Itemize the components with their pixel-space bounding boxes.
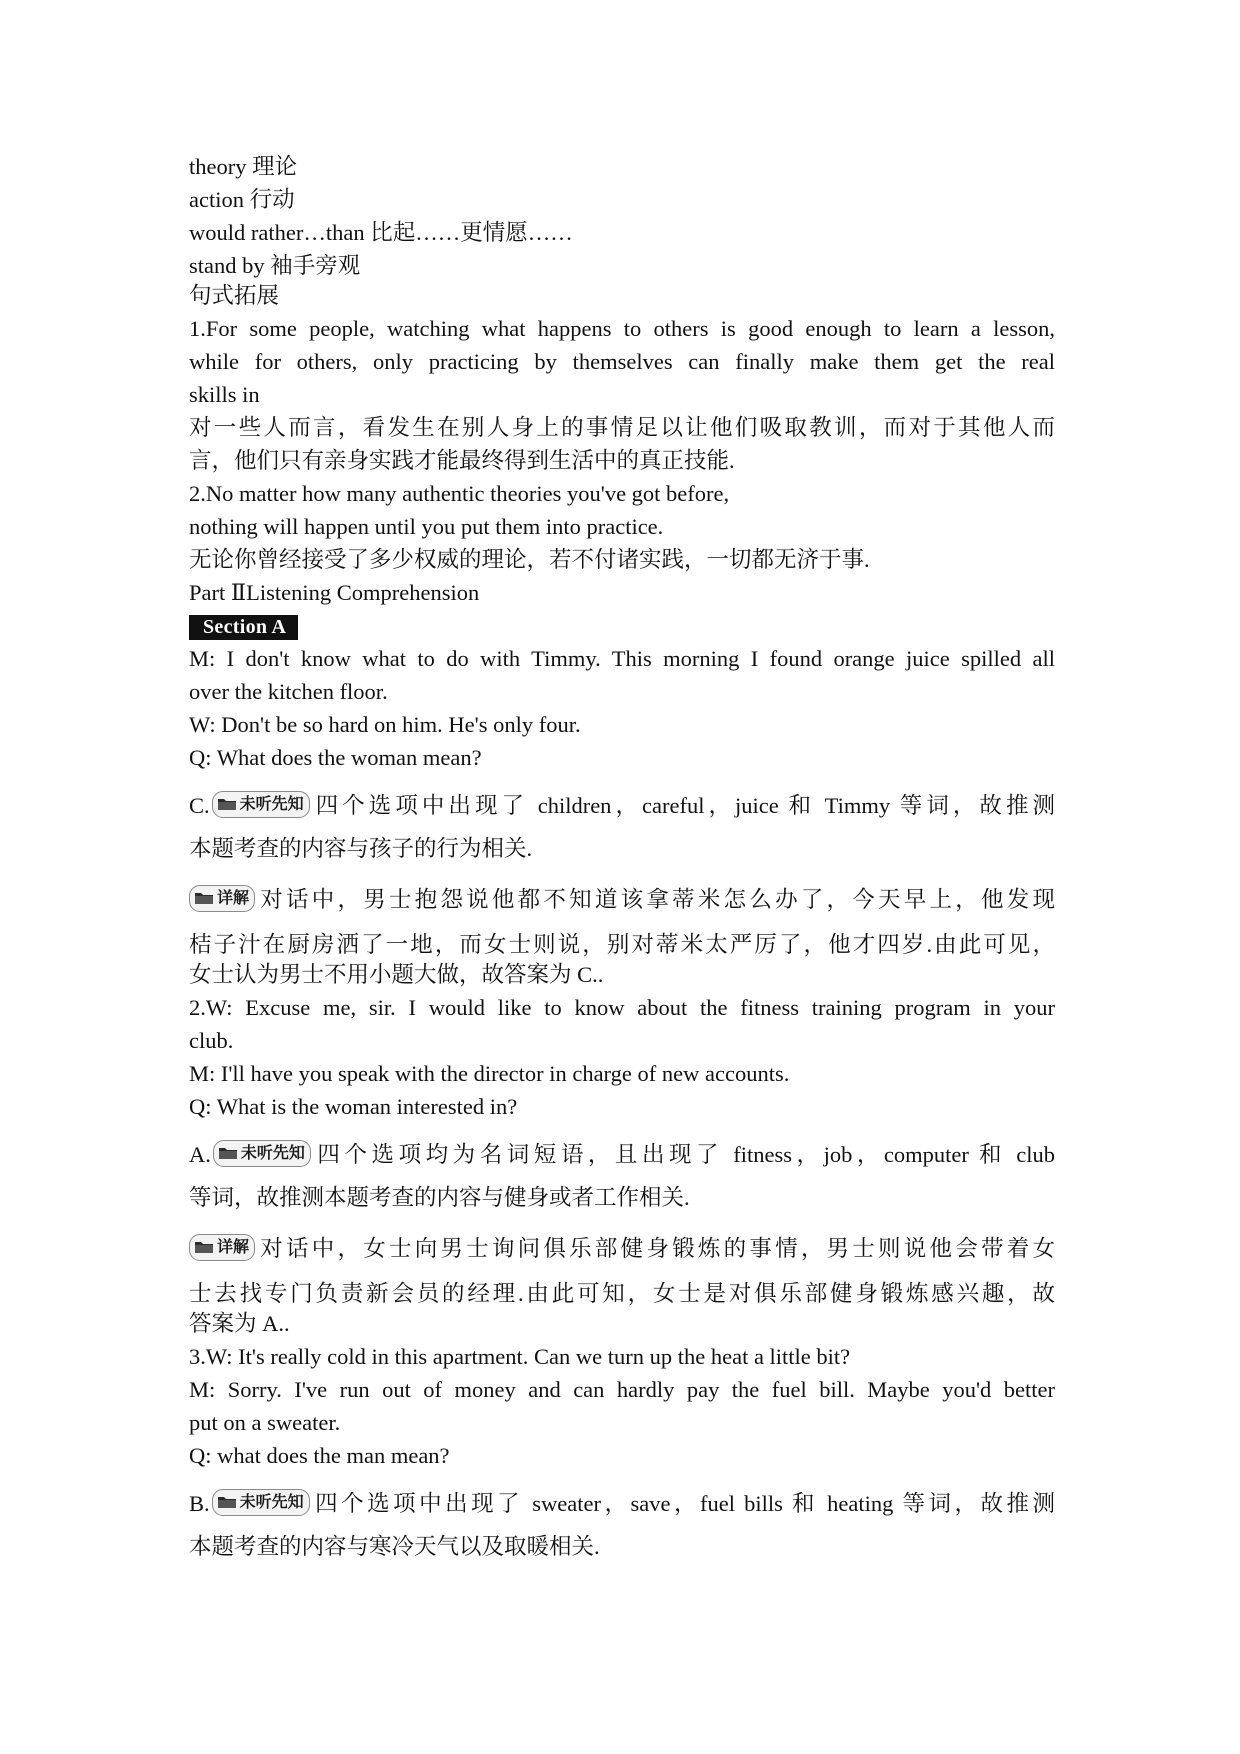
folder-icon (194, 891, 214, 905)
dialogue-line: put on a sweater. (189, 1410, 341, 1435)
sentence-1-zh-line: 言，他们只有亲身实践才能最终得到生活中的真正技能. (189, 448, 735, 473)
preview-text-line: 本题考查的内容与孩子的行为相关. (189, 836, 533, 861)
answer-letter: C. (189, 793, 210, 818)
answer-preview-line: C. 未听先知 四个选项中出现了 children，careful，juice 和 Timmy 等词，故推测 (189, 782, 1055, 830)
dialogue-line: 2.W: Excuse me, sir. I would like to know about the fitness training program in your (189, 995, 1055, 1020)
vocabulary-list (189, 150, 1055, 282)
vocab-item: action 行动 (189, 187, 295, 212)
dialogue-line: W: Don't be so hard on him. He's only four. (189, 712, 581, 737)
question-line: Q: What does the woman mean? (189, 745, 482, 770)
vocab-item: would rather…than 比起……更情愿…… (189, 220, 573, 245)
folder-icon (217, 797, 237, 811)
question-2 (189, 991, 1055, 1340)
sentence-1-en-line: skills in (189, 382, 260, 407)
folder-icon (194, 1240, 214, 1254)
detail-badge: 详解 (189, 885, 255, 912)
dialogue-line: M: I'll have you speak with the director in charge of new accounts. (189, 1061, 790, 1086)
sentence-2-zh-line: 无论你曾经接受了多少权威的理论，若不付诸实践，一切都无济于事. (189, 547, 870, 572)
sentence-1-en-line: 1.For some people, watching what happens to others is good enough to learn a lesson, (189, 316, 1055, 341)
dialogue-line: over the kitchen floor. (189, 679, 388, 704)
question-line: Q: What is the woman interested in? (189, 1094, 518, 1119)
detail-line: 详解 对话中，男士抱怨说他都不知道该拿蒂米怎么办了，今天早上，他发现 (189, 876, 1055, 924)
answer-letter: B. (189, 1491, 210, 1516)
document-page (189, 150, 1055, 1570)
preview-badge: 未听先知 (213, 1140, 311, 1167)
preview-text-line: 本题考查的内容与寒冷天气以及取暖相关. (189, 1534, 600, 1559)
sentence-2-en-line: 2.No matter how many authentic theories you've got before, (189, 481, 730, 506)
vocab-item: stand by 袖手旁观 (189, 253, 361, 278)
section-heading: 句式拓展 (189, 283, 280, 308)
sentence-1-zh-line: 对一些人而言，看发生在别人身上的事情足以让他们吸取教训，而对于其他人而 (189, 415, 1055, 440)
answer-letter: A. (189, 1142, 211, 1167)
dialogue-line: M: Sorry. I've run out of money and can hardly pay the fuel bill. Maybe you'd better (189, 1377, 1055, 1402)
sentence-1 (189, 312, 1055, 477)
section-label: Section A (189, 615, 298, 640)
detail-text-line: 女士认为男士不用小题大做，故答案为 C.. (189, 962, 604, 987)
answer-preview-line: A. 未听先知 四个选项均为名词短语，且出现了 fitness，job，computer 和 club (189, 1131, 1055, 1179)
sentence-2-en-line: nothing will happen until you put them into practice. (189, 514, 664, 539)
detail-line: 详解 对话中，女士向男士询问俱乐部健身锻炼的事情，男士则说他会带着女 (189, 1225, 1055, 1273)
detail-text-line: 答案为 A.. (189, 1311, 290, 1336)
folder-icon (218, 1146, 238, 1160)
folder-icon (217, 1495, 237, 1509)
preview-badge: 未听先知 (212, 791, 310, 818)
dialogue-line: M: I don't know what to do with Timmy. This morning I found orange juice spilled all (189, 646, 1055, 671)
question-1 (189, 642, 1055, 991)
preview-badge: 未听先知 (212, 1489, 310, 1516)
dialogue-line: club. (189, 1028, 234, 1053)
sentence-2 (189, 477, 1055, 576)
vocab-item: theory 理论 (189, 154, 298, 179)
answer-preview-line: B. 未听先知 四个选项中出现了 sweater，save，fuel bills 和 heating 等词，故推测 (189, 1480, 1055, 1528)
part-title: Part ⅡListening Comprehension (189, 580, 480, 605)
dialogue-line: 3.W: It's really cold in this apartment. Can we turn up the heat a little bit? (189, 1344, 851, 1369)
detail-text-line: 桔子汁在厨房洒了一地，而女士则说，别对蒂米太严厉了，他才四岁.由此可见， (189, 932, 1055, 957)
detail-text-line: 士去找专门负责新会员的经理.由此可知，女士是对俱乐部健身锻炼感兴趣，故 (189, 1281, 1055, 1306)
preview-text-line: 等词，故推测本题考查的内容与健身或者工作相关. (189, 1185, 690, 1210)
sentence-1-en-line: while for others, only practicing by themselves can finally make them get the real (189, 349, 1055, 374)
section-label-row (189, 609, 1055, 642)
question-line: Q: what does the man mean? (189, 1443, 450, 1468)
question-3 (189, 1340, 1055, 1570)
detail-badge: 详解 (189, 1234, 255, 1261)
